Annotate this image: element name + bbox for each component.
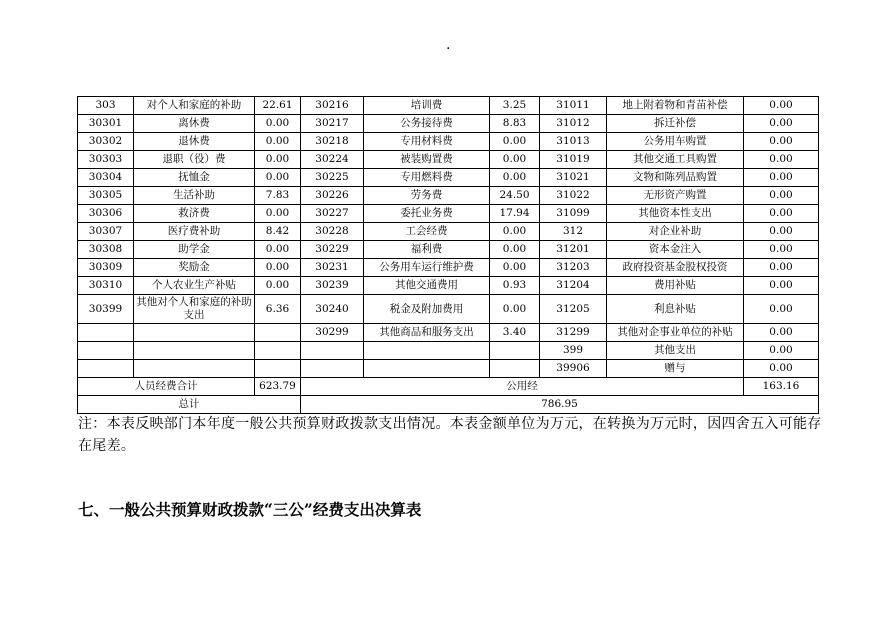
cell-code-a: 30301 xyxy=(78,115,134,133)
cell-code-c: 31205 xyxy=(540,295,607,324)
grand-total-label: 总计 xyxy=(78,396,301,414)
cell-item-b: 专用材料费 xyxy=(364,133,490,151)
table-row xyxy=(78,295,819,324)
cell-amount-a: 0.00 xyxy=(255,205,301,223)
personnel-total-value: 623.79 xyxy=(255,378,301,396)
public-total-label: 公用经 xyxy=(301,378,744,396)
cell-item-b: 其他商品和服务支出 xyxy=(364,324,490,342)
cell-code-c: 31011 xyxy=(540,97,607,115)
table-row xyxy=(78,151,819,169)
cell-item-c: 资本金注入 xyxy=(607,241,744,259)
table-row xyxy=(78,223,819,241)
cell-amount-a: 7.83 xyxy=(255,187,301,205)
cell-code-c: 31013 xyxy=(540,133,607,151)
table-row xyxy=(78,259,819,277)
cell-code-c: 31201 xyxy=(540,241,607,259)
cell-amount-a: 0.00 xyxy=(255,259,301,277)
table-body xyxy=(78,97,819,378)
cell-item-a xyxy=(134,342,255,360)
table-note: 注：本表反映部门本年度一般公共预算财政拨款支出情况。本表金额单位为万元，在转换为万元时，因四舍五入可能存在尾差。 xyxy=(78,416,822,454)
cell-amount-b xyxy=(490,360,540,378)
cell-item-b: 培训费 xyxy=(364,97,490,115)
cell-amount-a: 0.00 xyxy=(255,241,301,259)
cell-item-c: 拆迁补偿 xyxy=(607,115,744,133)
cell-item-c: 利息补贴 xyxy=(607,295,744,324)
table-row xyxy=(78,360,819,378)
cell-item-a: 退休费 xyxy=(134,133,255,151)
cell-amount-c: 0.00 xyxy=(744,151,819,169)
cell-code-c: 31021 xyxy=(540,169,607,187)
cell-item-a xyxy=(134,360,255,378)
public-total-value: 163.16 xyxy=(744,378,819,396)
cell-amount-c: 0.00 xyxy=(744,295,819,324)
cell-amount-c: 0.00 xyxy=(744,259,819,277)
cell-amount-b: 0.93 xyxy=(490,277,540,295)
cell-amount-b: 0.00 xyxy=(490,259,540,277)
table-row xyxy=(78,324,819,342)
table-row xyxy=(78,205,819,223)
cell-amount-a xyxy=(255,324,301,342)
cell-amount-b: 0.00 xyxy=(490,169,540,187)
cell-amount-a xyxy=(255,360,301,378)
cell-code-a: 30309 xyxy=(78,259,134,277)
cell-code-a xyxy=(78,342,134,360)
cell-code-c: 31299 xyxy=(540,324,607,342)
cell-code-b: 30240 xyxy=(301,295,364,324)
cell-item-a: 医疗费补助 xyxy=(134,223,255,241)
cell-amount-c: 0.00 xyxy=(744,169,819,187)
table-row xyxy=(78,133,819,151)
cell-code-c: 31099 xyxy=(540,205,607,223)
cell-code-c: 31019 xyxy=(540,151,607,169)
cell-amount-c: 0.00 xyxy=(744,360,819,378)
cell-amount-c: 0.00 xyxy=(744,187,819,205)
cell-amount-a: 8.42 xyxy=(255,223,301,241)
cell-item-c: 无形资产购置 xyxy=(607,187,744,205)
cell-item-a: 抚恤金 xyxy=(134,169,255,187)
cell-item-c: 其他支出 xyxy=(607,342,744,360)
grand-total-row xyxy=(78,396,819,414)
cell-code-c: 31012 xyxy=(540,115,607,133)
cell-amount-b: 0.00 xyxy=(490,223,540,241)
cell-code-b: 30227 xyxy=(301,205,364,223)
personnel-total-row xyxy=(78,378,819,396)
cell-amount-b: 0.00 xyxy=(490,295,540,324)
cell-item-a: 救济费 xyxy=(134,205,255,223)
cell-item-c: 赠与 xyxy=(607,360,744,378)
table-row xyxy=(78,241,819,259)
cell-item-c: 其他资本性支出 xyxy=(607,205,744,223)
cell-code-b: 30218 xyxy=(301,133,364,151)
cell-code-b: 30217 xyxy=(301,115,364,133)
cell-item-a: 对个人和家庭的补助 xyxy=(134,97,255,115)
cell-code-c: 31203 xyxy=(540,259,607,277)
cell-code-b: 30228 xyxy=(301,223,364,241)
cell-item-b xyxy=(364,342,490,360)
table-row xyxy=(78,277,819,295)
cell-amount-b: 0.00 xyxy=(490,241,540,259)
cell-code-c: 39906 xyxy=(540,360,607,378)
expenditure-table xyxy=(77,96,819,414)
cell-amount-b: 0.00 xyxy=(490,151,540,169)
cell-amount-c: 0.00 xyxy=(744,277,819,295)
cell-code-b: 30239 xyxy=(301,277,364,295)
cell-item-a: 离休费 xyxy=(134,115,255,133)
cell-item-b: 福利费 xyxy=(364,241,490,259)
table-row xyxy=(78,169,819,187)
cell-amount-c: 0.00 xyxy=(744,241,819,259)
cell-code-b: 30226 xyxy=(301,187,364,205)
cell-item-b xyxy=(364,360,490,378)
cell-item-c: 公务用车购置 xyxy=(607,133,744,151)
cell-amount-a: 0.00 xyxy=(255,151,301,169)
cell-item-c: 政府投资基金股权投资 xyxy=(607,259,744,277)
cell-amount-a: 0.00 xyxy=(255,169,301,187)
cell-amount-c: 0.00 xyxy=(744,115,819,133)
cell-amount-b: 3.25 xyxy=(490,97,540,115)
cell-amount-a: 0.00 xyxy=(255,133,301,151)
cell-amount-c: 0.00 xyxy=(744,342,819,360)
cell-amount-b: 8.83 xyxy=(490,115,540,133)
cell-amount-a: 6.36 xyxy=(255,295,301,324)
personnel-total-label: 人员经费合计 xyxy=(78,378,255,396)
table-row xyxy=(78,187,819,205)
cell-code-a: 303 xyxy=(78,97,134,115)
cell-item-b: 委托业务费 xyxy=(364,205,490,223)
cell-item-a: 助学金 xyxy=(134,241,255,259)
cell-code-b xyxy=(301,360,364,378)
table-row xyxy=(78,342,819,360)
section-heading: 七、一般公共预算财政拨款“三公”经费支出决算表 xyxy=(78,500,422,519)
cell-amount-a: 0.00 xyxy=(255,277,301,295)
table-row xyxy=(78,115,819,133)
cell-code-c: 399 xyxy=(540,342,607,360)
cell-code-a: 30307 xyxy=(78,223,134,241)
cell-amount-c: 0.00 xyxy=(744,205,819,223)
cell-code-c: 312 xyxy=(540,223,607,241)
cell-code-b: 30224 xyxy=(301,151,364,169)
cell-item-a: 生活补助 xyxy=(134,187,255,205)
cell-item-c: 地上附着物和青苗补偿 xyxy=(607,97,744,115)
cell-code-a: 30310 xyxy=(78,277,134,295)
cell-amount-c: 0.00 xyxy=(744,324,819,342)
cell-item-b: 税金及附加费用 xyxy=(364,295,490,324)
cell-item-b: 公务用车运行维护费 xyxy=(364,259,490,277)
cell-code-a: 30399 xyxy=(78,295,134,324)
cell-amount-a: 22.61 xyxy=(255,97,301,115)
cell-amount-b: 24.50 xyxy=(490,187,540,205)
cell-code-a: 30303 xyxy=(78,151,134,169)
cell-item-b: 被装购置费 xyxy=(364,151,490,169)
cell-code-c: 31022 xyxy=(540,187,607,205)
cell-item-b: 劳务费 xyxy=(364,187,490,205)
cell-code-b: 30231 xyxy=(301,259,364,277)
cell-item-b: 其他交通费用 xyxy=(364,277,490,295)
cell-code-b xyxy=(301,342,364,360)
cell-amount-b: 3.40 xyxy=(490,324,540,342)
cell-code-b: 30216 xyxy=(301,97,364,115)
cell-code-a xyxy=(78,360,134,378)
cell-amount-c: 0.00 xyxy=(744,133,819,151)
cell-item-c: 费用补贴 xyxy=(607,277,744,295)
cell-amount-a: 0.00 xyxy=(255,115,301,133)
cell-item-b: 工会经费 xyxy=(364,223,490,241)
cell-item-c: 其他交通工具购置 xyxy=(607,151,744,169)
cell-item-a: 奖励金 xyxy=(134,259,255,277)
cell-code-b: 30299 xyxy=(301,324,364,342)
cell-code-a: 30304 xyxy=(78,169,134,187)
cell-code-a: 30305 xyxy=(78,187,134,205)
grand-total-value: 786.95 xyxy=(301,396,819,414)
cell-code-a: 30306 xyxy=(78,205,134,223)
cell-code-a: 30302 xyxy=(78,133,134,151)
cell-item-a: 其他对个人和家庭的补助支出 xyxy=(134,295,255,324)
cell-item-c: 其他对企事业单位的补贴 xyxy=(607,324,744,342)
cell-amount-b xyxy=(490,342,540,360)
cell-item-b: 公务接待费 xyxy=(364,115,490,133)
cell-item-c: 文物和陈列品购置 xyxy=(607,169,744,187)
cell-item-b: 专用燃料费 xyxy=(364,169,490,187)
cell-amount-b: 0.00 xyxy=(490,133,540,151)
cell-amount-a xyxy=(255,342,301,360)
cell-code-a: 30308 xyxy=(78,241,134,259)
table-row xyxy=(78,97,819,115)
cell-amount-c: 0.00 xyxy=(744,97,819,115)
cell-code-a xyxy=(78,324,134,342)
cell-amount-b: 17.94 xyxy=(490,205,540,223)
page-header-mark: . xyxy=(446,37,451,53)
cell-code-b: 30229 xyxy=(301,241,364,259)
cell-item-a: 个人农业生产补贴 xyxy=(134,277,255,295)
cell-item-a xyxy=(134,324,255,342)
cell-code-b: 30225 xyxy=(301,169,364,187)
cell-code-c: 31204 xyxy=(540,277,607,295)
cell-item-c: 对企业补助 xyxy=(607,223,744,241)
cell-amount-c: 0.00 xyxy=(744,223,819,241)
cell-item-a: 退职（役）费 xyxy=(134,151,255,169)
